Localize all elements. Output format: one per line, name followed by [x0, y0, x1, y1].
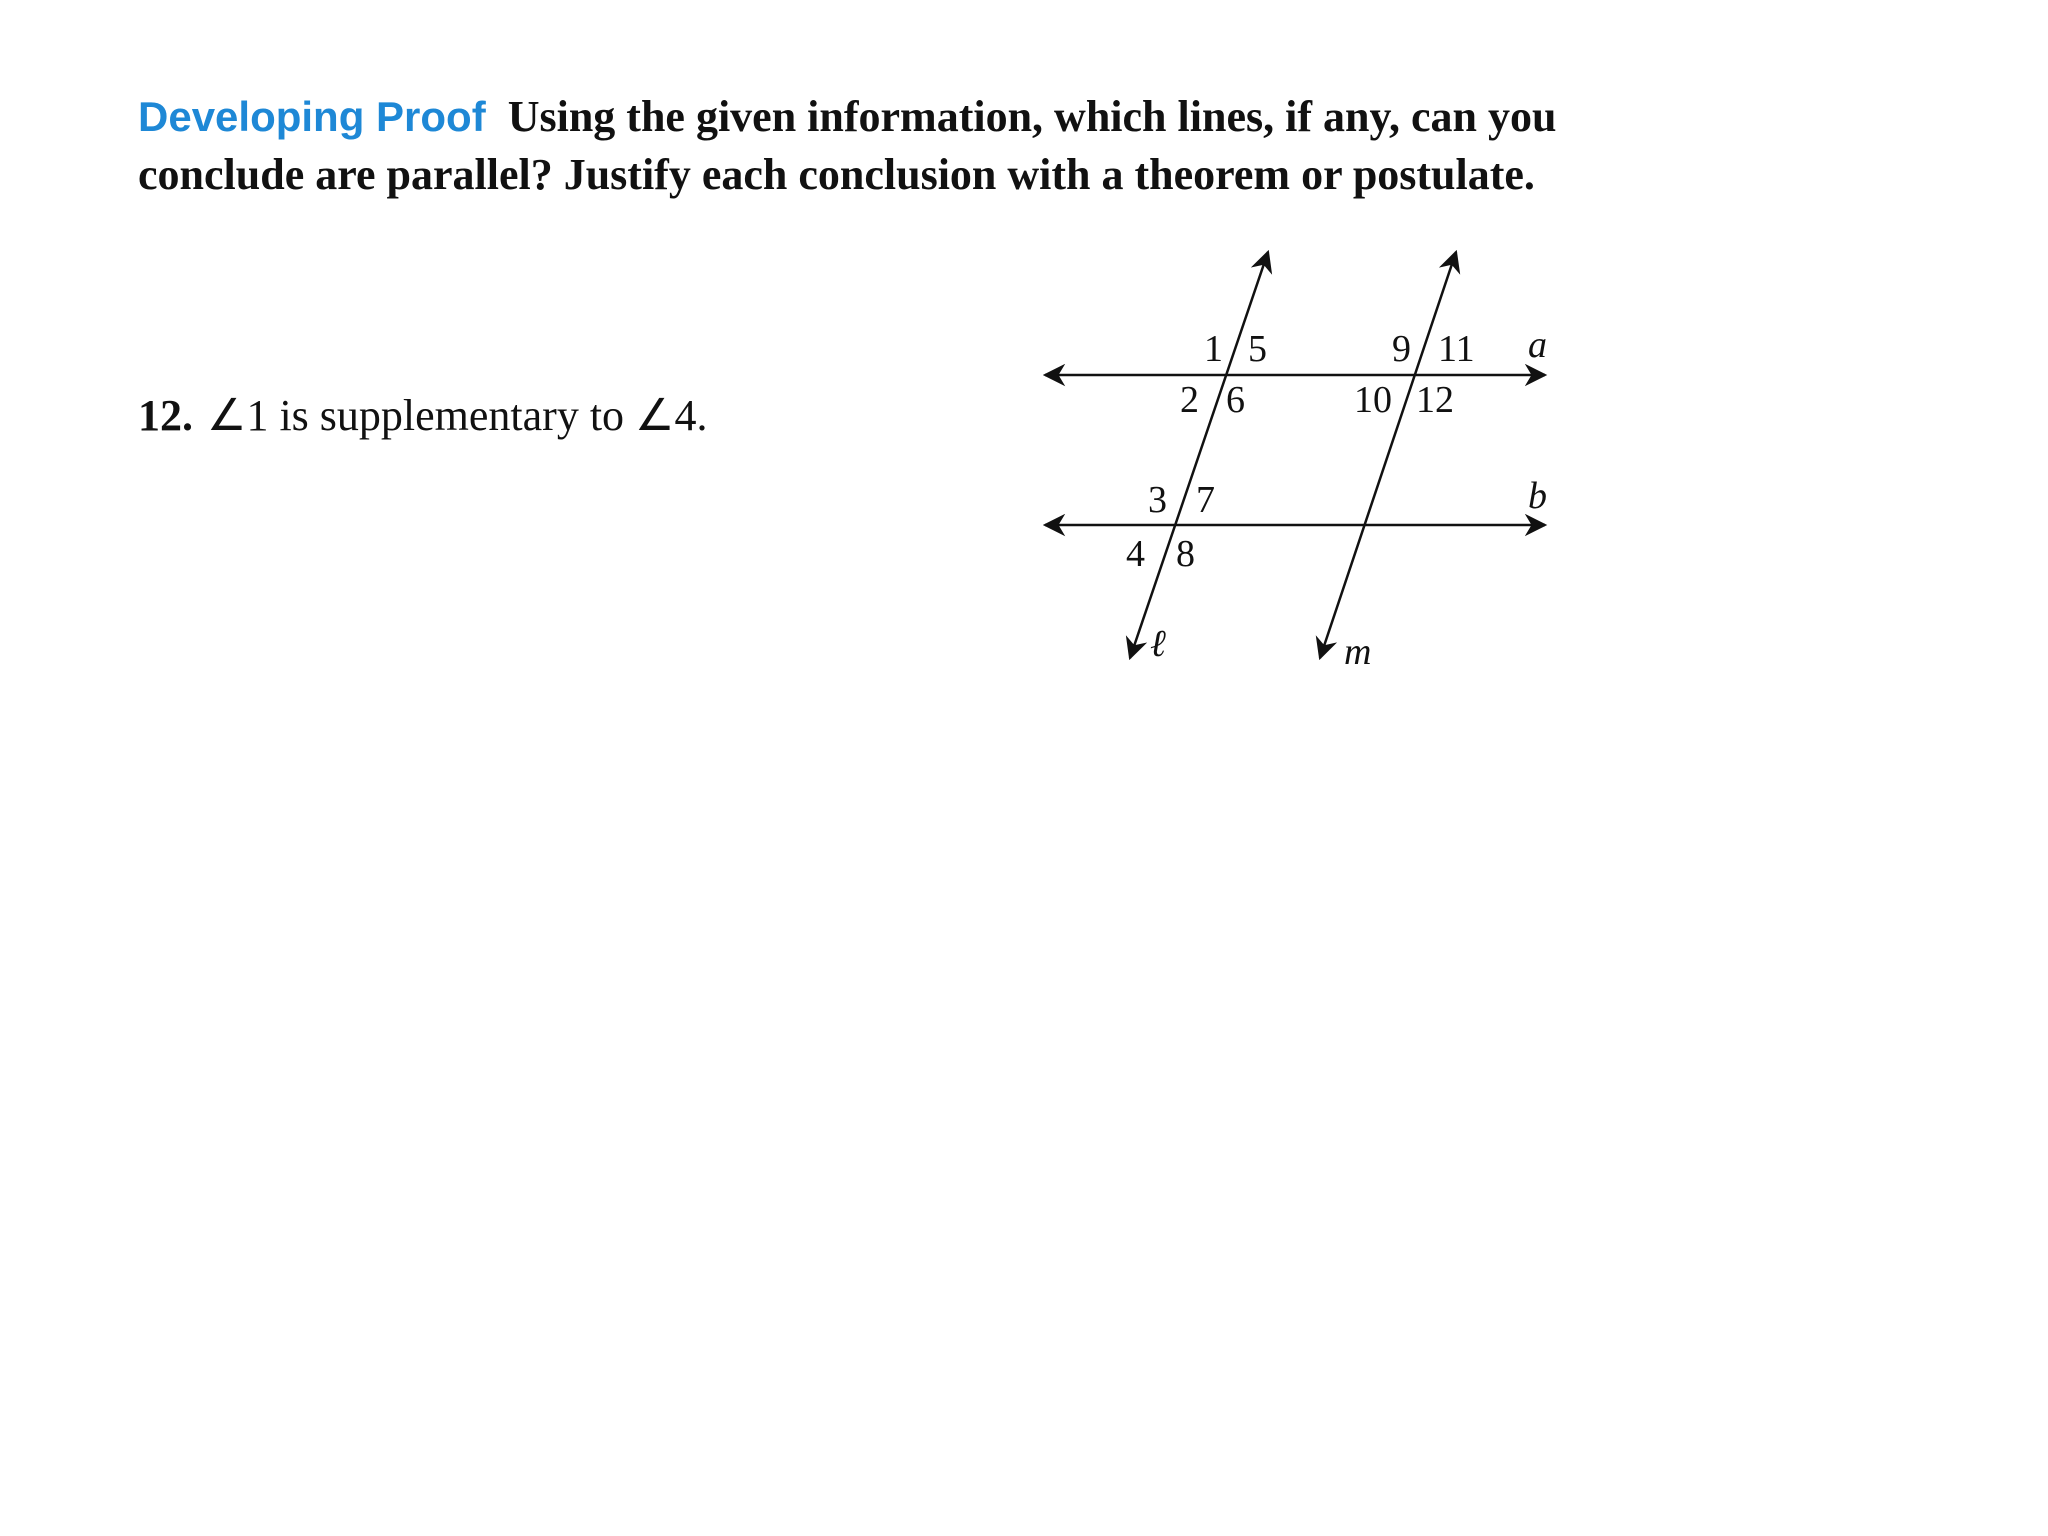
angle-label-3: 3 [1148, 479, 1167, 521]
section-label: Developing Proof [138, 93, 486, 140]
angle-label-10: 10 [1354, 379, 1392, 421]
angle-label-11: 11 [1438, 328, 1475, 370]
angle-label-7: 7 [1196, 479, 1215, 521]
instructions [138, 88, 1738, 204]
problem-statement: ∠1 is supplementary to ∠4. [207, 391, 708, 440]
parallel-lines-diagram [1030, 228, 1590, 688]
line-label-b: b [1528, 475, 1547, 517]
instruction-line-2: conclude are parallel? Justify each conclusion with a theorem or postulate. [138, 150, 1535, 199]
instruction-line-1: Using the given information, which lines, if any, can you [507, 92, 1557, 141]
angle-label-1: 1 [1204, 328, 1223, 370]
line-label-a: a [1528, 324, 1547, 366]
angle-label-5: 5 [1248, 328, 1267, 370]
angle-label-4: 4 [1126, 533, 1145, 575]
problem-12 [138, 388, 708, 444]
problem-number: 12. [138, 391, 193, 440]
angle-label-8: 8 [1176, 533, 1195, 575]
line-label-l: ℓ [1150, 623, 1166, 665]
angle-label-6: 6 [1226, 379, 1245, 421]
angle-label-2: 2 [1180, 379, 1199, 421]
angle-label-12: 12 [1416, 379, 1454, 421]
angle-label-9: 9 [1392, 328, 1411, 370]
line-m [1320, 252, 1456, 658]
line-label-m: m [1344, 631, 1372, 673]
line-l [1130, 252, 1268, 658]
